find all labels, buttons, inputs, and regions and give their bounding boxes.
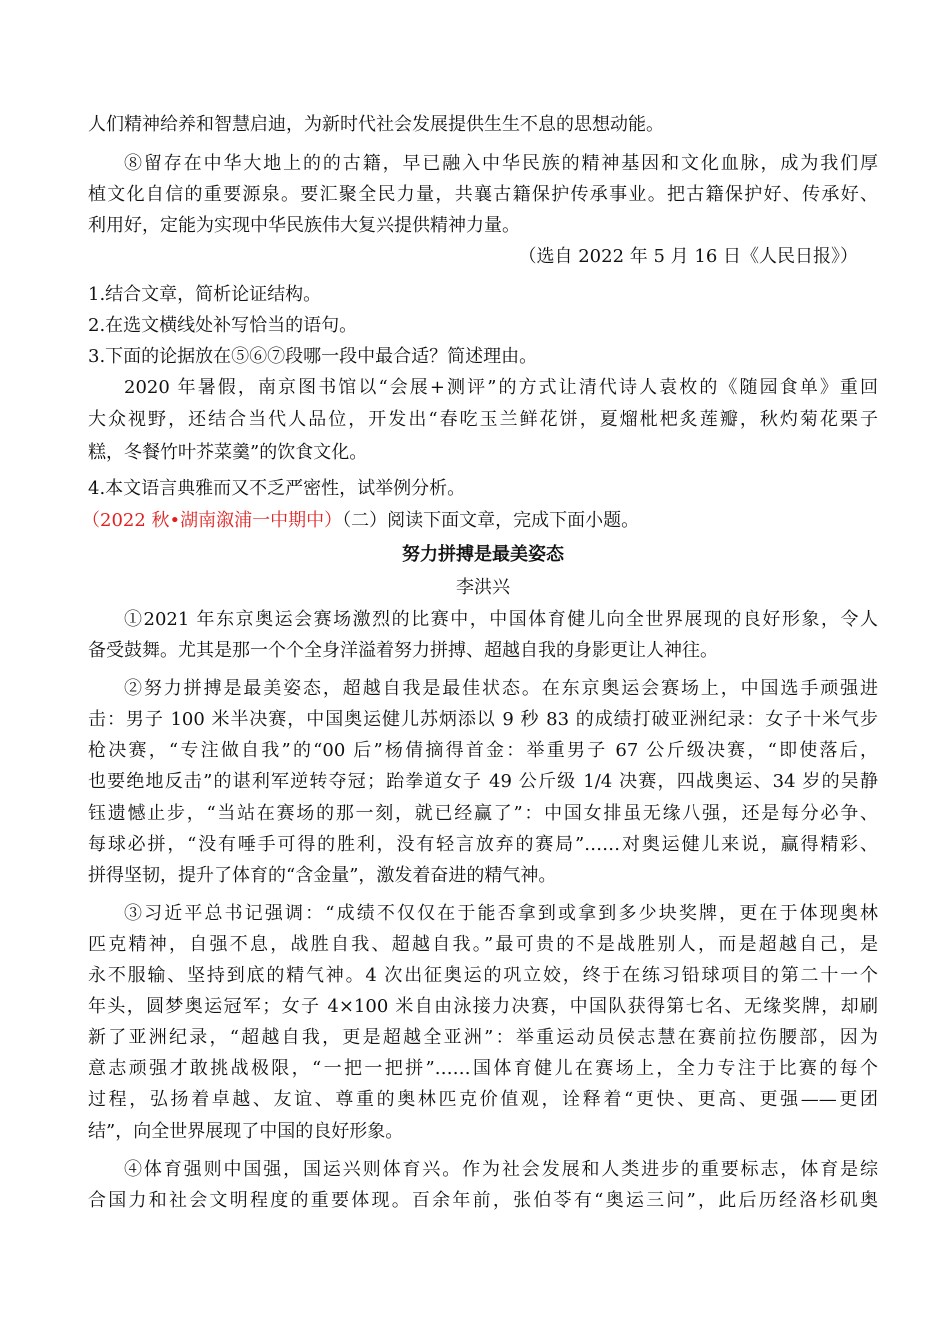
- question-4: 4.本文语言典雅而又不乏严密性，试举例分析。: [88, 478, 466, 499]
- section-header: [82, 510, 872, 532]
- article-paragraph-2-line-5: 钰遗憾止步，“当站在赛场的那一刻，就已经赢了”：中国女排虽无缘八强，还是每分必争、: [88, 803, 878, 824]
- paragraph-8-line-3: 利用好，定能为实现中华民族伟大复兴提供精神力量。: [88, 215, 520, 236]
- article-paragraph-2-line-6: 每球必拼，“没有唾手可得的胜利，没有轻言放弃的赛局”……对奥运健儿来说，赢得精彩、: [88, 834, 878, 855]
- paragraph-8-line-1: ⑧留存在中华大地上的的古籍，早已融入中华民族的精神基因和文化血脉，成为我们厚: [124, 153, 878, 174]
- article-paragraph-2-line-2: 击：男子 100 米半决赛，中国奥运健儿苏炳添以 9 秒 83 的成绩打破亚洲纪录：女子十米气步: [88, 709, 878, 730]
- article-paragraph-3-line-7: 过程，弘扬着卓越、友谊、尊重的奥林匹克价值观，诠释着“更快、更高、更强——更团: [88, 1089, 878, 1110]
- evidence-line-3: 糕，冬餐竹叶芥菜羹”的饮食文化。: [88, 442, 368, 463]
- article-paragraph-3-line-6: 意志顽强才敢挑战极限，“一把一把拼”……国体育健儿在赛场上，全力专注于比赛的每个: [88, 1058, 878, 1079]
- article-paragraph-3-line-3: 永不服输、坚持到底的精气神。4 次出征奥运的巩立姣，终于在练习铅球项目的第二十一个: [88, 965, 878, 986]
- article-paragraph-2-line-4: 也要绝地反击”的谌利军逆转夺冠；跆拳道女子 49 公斤级 1/4 决赛，四战奥运、34 岁的吴静: [88, 771, 878, 792]
- article-paragraph-3-line-1: ③习近平总书记强调：“成绩不仅仅在于能否拿到或拿到多少块奖牌，更在于体现奥林: [124, 903, 878, 924]
- article-paragraph-2-line-1: ②努力拼搏是最美姿态，超越自我是最佳状态。在东京奥运会赛场上，中国选手顽强进: [124, 678, 878, 699]
- question-2: 2.在选文横线处补写恰当的语句。: [88, 315, 358, 336]
- section-source: （2022 秋•湖南溆浦一中期中）: [82, 510, 343, 531]
- article-paragraph-3-line-5: 新了亚洲纪录，“超越自我，更是超越全亚洲”：举重运动员侯志慧在赛前拉伤腰部，因为: [88, 1027, 878, 1048]
- article-paragraph-4-line-2: 合国力和社会文明程度的重要体现。百余年前，张伯苓有“奥运三问”，此后历经洛杉矶奥: [88, 1190, 878, 1211]
- paragraph-8-line-2: 植文化自信的重要源泉。要汇聚全民力量，共襄古籍保护传承事业。把古籍保护好、传承好、: [88, 184, 878, 205]
- article-paragraph-3-line-8: 结”，向全世界展现了中国的良好形象。: [88, 1121, 404, 1142]
- evidence-line-1: 2020 年暑假，南京图书馆以“会展+测评”的方式让清代诗人袁枚的《随园食单》重回: [124, 377, 878, 398]
- paragraph-7-tail: 人们精神给养和智慧启迪，为新时代社会发展提供生生不息的思想动能。: [88, 114, 664, 135]
- section-instruction: （二）阅读下面文章，完成下面小题。: [342, 510, 640, 531]
- article-title: 努力拼搏是最美姿态: [402, 544, 564, 565]
- article-paragraph-4-line-1: ④体育强则中国强，国运兴则体育兴。作为社会发展和人类进步的重要标志，体育是综: [124, 1159, 878, 1180]
- evidence-line-2: 大众视野，还结合当代人品位，开发出“春吃玉兰鲜花饼，夏熘枇杷炙莲瓣，秋灼菊花栗子: [88, 409, 878, 430]
- article-author: 李洪兴: [456, 577, 510, 598]
- article-paragraph-1-line-2: 备受鼓舞。尤其是那一个个全身洋溢着努力拼搏、超越自我的身影更让人神往。: [88, 640, 718, 661]
- question-3: 3.下面的论据放在⑤⑥⑦段哪一段中最合适？简述理由。: [88, 346, 538, 367]
- source-citation: （选自 2022 年 5 月 16 日《人民日报》）: [518, 246, 858, 267]
- article-paragraph-1-line-1: ①2021 年东京奥运会赛场激烈的比赛中，中国体育健儿向全世界展现的良好形象，令人: [124, 609, 878, 630]
- article-paragraph-3-line-2: 匹克精神，自强不息，战胜自我、超越自我。”最可贵的不是战胜别人，而是超越自己，是: [88, 934, 878, 955]
- question-1: 1.结合文章，简析论证结构。: [88, 284, 322, 305]
- article-paragraph-3-line-4: 年头，圆梦奥运冠军；女子 4×100 米自由泳接力决赛，中国队获得第七名、无缘奖牌，却刷: [88, 996, 878, 1017]
- article-paragraph-2-line-3: 枪决赛，“专注做自我”的“00 后”杨倩摘得首金：举重男子 67 公斤级决赛，“即使落后，: [88, 740, 878, 761]
- article-paragraph-2-line-7: 拼得坚韧，提升了体育的“含金量”，激发着奋进的精气神。: [88, 865, 557, 886]
